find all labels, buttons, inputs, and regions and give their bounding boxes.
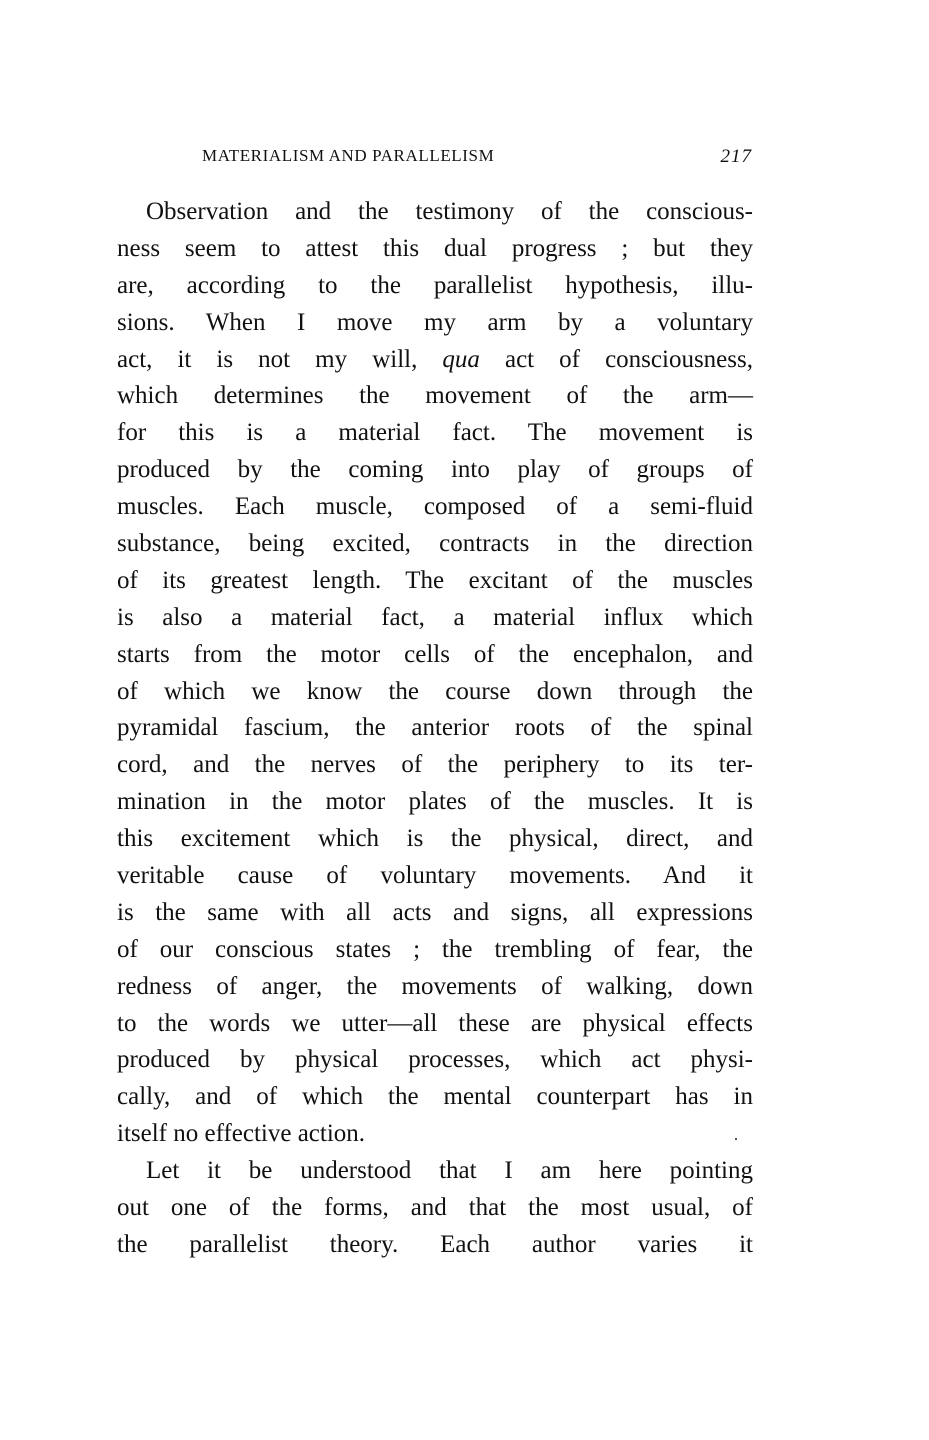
text-line: this excitement which is the physical, direct, and: [117, 825, 753, 853]
text-line: cally, and of which the mental counterpart has in: [117, 1083, 753, 1111]
scan-speck: [735, 1138, 737, 1140]
text-line: ness seem to attest this dual progress ; but they: [117, 234, 753, 262]
text-line: to the words we utter—all these are physical effects: [117, 1009, 753, 1037]
text-line-last: itself no effective action.: [117, 1120, 366, 1148]
text-line: redness of anger, the movements of walking, down: [117, 972, 753, 1000]
running-head: [200, 146, 752, 174]
text-line: for this is a material fact. The movement is: [117, 419, 753, 447]
body-text: [117, 194, 753, 1264]
text-line: veritable cause of voluntary movements. And it: [117, 862, 753, 890]
italic-term: qua: [442, 345, 480, 373]
text-line: is the same with all acts and signs, all expressions: [117, 898, 753, 926]
paragraph-1: [117, 194, 753, 1153]
text-line: muscles. Each muscle, composed of a semi-fluid: [117, 493, 753, 521]
text-line: is also a material fact, a material influx which: [117, 603, 753, 631]
text-line: produced by the coming into play of groups of: [117, 456, 753, 484]
text-line: which determines the movement of the arm—: [117, 382, 753, 410]
text-line: cord, and the nerves of the periphery to its ter-: [117, 751, 753, 779]
running-title: MATERIALISM AND PARALLELISM: [202, 146, 495, 165]
text-line: sions. When I move my arm by a voluntary: [117, 308, 753, 336]
paragraph-2: [117, 1153, 753, 1264]
text-line: of which we know the course down through the: [117, 677, 753, 705]
text-line: of its greatest length. The excitant of the muscles: [117, 566, 753, 594]
text-line: out one of the forms, and that the most usual, of: [117, 1194, 753, 1222]
text-line: starts from the motor cells of the encephalon, and: [117, 640, 753, 668]
text-line: pyramidal fascium, the anterior roots of the spinal: [117, 714, 753, 742]
page-number: 217: [720, 146, 752, 167]
text-line: mination in the motor plates of the muscles. It is: [117, 788, 753, 816]
text-line: substance, being excited, contracts in the direction: [117, 530, 753, 558]
text-line: Observation and the testimony of the conscious-: [146, 198, 753, 225]
text-line: are, according to the parallelist hypothesis, illu-: [117, 271, 753, 299]
text-line-with-italic: act, it is not my will, qua act of consciousness,: [117, 345, 753, 373]
text-line: of our conscious states ; the trembling of fear, the: [117, 935, 753, 963]
text-line: the parallelist theory. Each author varies it: [117, 1230, 753, 1258]
text-line: Let it be understood that I am here pointing: [146, 1157, 753, 1185]
text-line: produced by physical processes, which act physi-: [117, 1046, 753, 1074]
